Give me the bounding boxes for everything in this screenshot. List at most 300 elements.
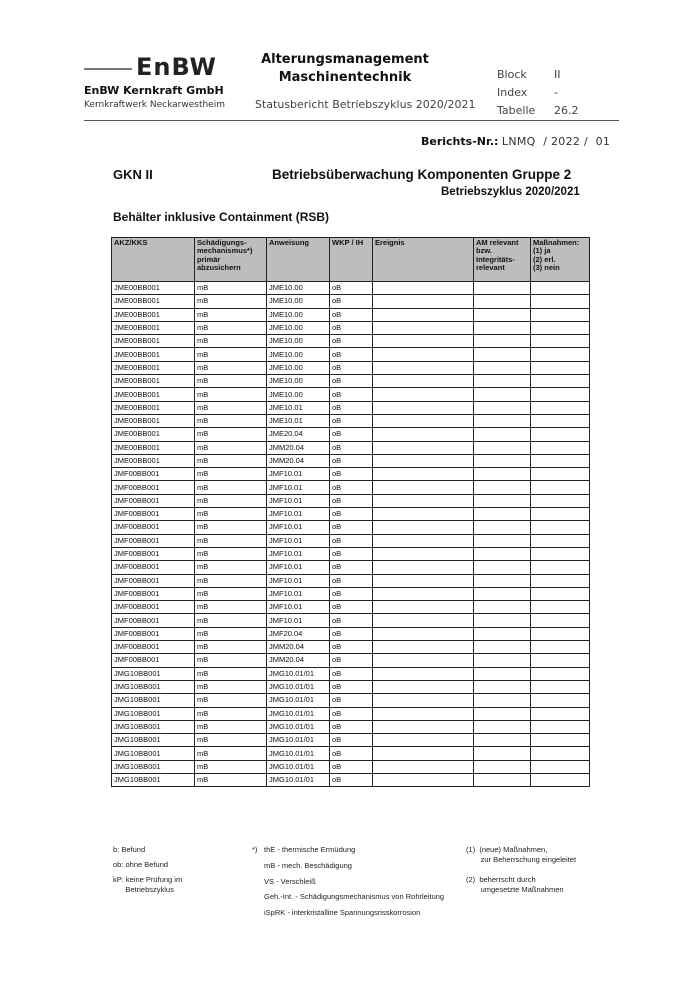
cell-instruction: JME10.01 [267, 401, 330, 414]
cell-event [373, 481, 474, 494]
cell-mechanism: mB [195, 521, 267, 534]
cell-mechanism: mB [195, 707, 267, 720]
cell-mechanism: mB [195, 295, 267, 308]
cell-mechanism: mB [195, 508, 267, 521]
cell-am-relevant [474, 601, 531, 614]
cell-mechanism: mB [195, 428, 267, 441]
cell-wkp: oB [330, 335, 373, 348]
report-number-value: LNMQ / 2022 / 01 [501, 135, 611, 148]
cell-event [373, 401, 474, 414]
block-label: Block [497, 68, 527, 81]
cell-mechanism: mB [195, 734, 267, 747]
cell-measures [531, 388, 590, 401]
cell-instruction: JMG10.01/01 [267, 760, 330, 773]
legend-measure-1: (1) (neue) Maßnahmen, [466, 845, 548, 854]
cell-akz: JMG10BB001 [112, 720, 195, 733]
cell-wkp: oB [330, 295, 373, 308]
cell-am-relevant [474, 401, 531, 414]
cell-event [373, 614, 474, 627]
cell-wkp: oB [330, 773, 373, 786]
table-row [112, 414, 590, 427]
cell-mechanism: mB [195, 720, 267, 733]
cell-event [373, 388, 474, 401]
legend-keine-pruefung-cont: Betriebszyklus [113, 885, 174, 894]
cell-instruction: JMG10.01/01 [267, 707, 330, 720]
cell-event [373, 720, 474, 733]
cell-measures [531, 481, 590, 494]
column-header-event: Ereignis [373, 238, 474, 282]
cell-instruction: JME10.01 [267, 414, 330, 427]
table-row [112, 375, 590, 388]
cell-am-relevant [474, 534, 531, 547]
cell-measures [531, 508, 590, 521]
cell-akz: JMF00BB001 [112, 494, 195, 507]
table-row [112, 348, 590, 361]
cell-akz: JMF00BB001 [112, 587, 195, 600]
cell-event [373, 707, 474, 720]
cell-am-relevant [474, 641, 531, 654]
cell-measures [531, 561, 590, 574]
table-row [112, 720, 590, 733]
cell-wkp: oB [330, 694, 373, 707]
cell-akz: JMG10BB001 [112, 773, 195, 786]
cell-measures [531, 375, 590, 388]
cell-instruction: JMG10.01/01 [267, 720, 330, 733]
cell-wkp: oB [330, 601, 373, 614]
legend-isprk: iSpRK - interkristalline Spannungsrisskorrosion [264, 908, 421, 917]
cell-wkp: oB [330, 627, 373, 640]
cell-event [373, 694, 474, 707]
plant-label: GKN II [113, 167, 153, 182]
cell-mechanism: mB [195, 321, 267, 334]
cell-mechanism: mB [195, 641, 267, 654]
cell-mechanism: mB [195, 282, 267, 295]
table-row [112, 401, 590, 414]
cell-instruction: JMM20.04 [267, 654, 330, 667]
index-label: Index [497, 86, 528, 99]
cell-event [373, 494, 474, 507]
cell-wkp: oB [330, 747, 373, 760]
cell-wkp: oB [330, 641, 373, 654]
cell-akz: JMF00BB001 [112, 601, 195, 614]
table-label: Tabelle [497, 104, 536, 117]
cell-instruction: JMF10.01 [267, 587, 330, 600]
index-value: - [554, 86, 558, 99]
cell-instruction: JME10.00 [267, 375, 330, 388]
cell-am-relevant [474, 454, 531, 467]
cell-am-relevant [474, 295, 531, 308]
cell-mechanism: mB [195, 614, 267, 627]
cell-wkp: oB [330, 680, 373, 693]
cell-measures [531, 587, 590, 600]
cell-measures [531, 348, 590, 361]
cell-event [373, 654, 474, 667]
cell-wkp: oB [330, 468, 373, 481]
table-row [112, 321, 590, 334]
cell-akz: JME00BB001 [112, 348, 195, 361]
components-table [111, 237, 590, 787]
cell-wkp: oB [330, 667, 373, 680]
table-row [112, 587, 590, 600]
cell-event [373, 321, 474, 334]
cell-wkp: oB [330, 547, 373, 560]
cell-measures [531, 521, 590, 534]
table-row [112, 468, 590, 481]
document-title-line2: Maschinentechnik [278, 70, 412, 85]
legend-keine-pruefung: kP: keine Prüfung im [113, 875, 183, 884]
cell-measures [531, 534, 590, 547]
legend-footnote-marker: *) [252, 845, 258, 854]
cell-am-relevant [474, 468, 531, 481]
table-row [112, 282, 590, 295]
cell-mechanism: mB [195, 574, 267, 587]
cell-am-relevant [474, 521, 531, 534]
cell-measures [531, 760, 590, 773]
table-body [112, 282, 590, 787]
cell-instruction: JMF10.01 [267, 574, 330, 587]
cell-wkp: oB [330, 707, 373, 720]
cell-instruction: JMG10.01/01 [267, 747, 330, 760]
cell-wkp: oB [330, 321, 373, 334]
cell-am-relevant [474, 441, 531, 454]
cell-instruction: JMF20.04 [267, 627, 330, 640]
cell-wkp: oB [330, 454, 373, 467]
cell-akz: JMF00BB001 [112, 641, 195, 654]
cell-measures [531, 694, 590, 707]
table-row [112, 361, 590, 374]
cell-wkp: oB [330, 308, 373, 321]
cell-event [373, 587, 474, 600]
legend-mb: mB - mech. Beschädigung [264, 861, 352, 870]
cell-am-relevant [474, 654, 531, 667]
cell-am-relevant [474, 348, 531, 361]
cell-event [373, 295, 474, 308]
cell-measures [531, 574, 590, 587]
cell-am-relevant [474, 574, 531, 587]
cell-instruction: JMF10.01 [267, 521, 330, 534]
cell-event [373, 601, 474, 614]
cell-instruction: JME10.00 [267, 348, 330, 361]
cell-measures [531, 667, 590, 680]
site-name: Kernkraftwerk Neckarwestheim [84, 100, 225, 110]
cell-measures [531, 454, 590, 467]
cell-akz: JMG10BB001 [112, 680, 195, 693]
cell-event [373, 428, 474, 441]
logo-line [84, 68, 132, 70]
cell-mechanism: mB [195, 667, 267, 680]
cell-event [373, 747, 474, 760]
cell-measures [531, 720, 590, 733]
legend-measure-2-cont: umgesetzte Maßnahmen [466, 885, 564, 894]
cell-akz: JME00BB001 [112, 414, 195, 427]
cell-instruction: JMF10.01 [267, 494, 330, 507]
cell-event [373, 760, 474, 773]
cell-measures [531, 601, 590, 614]
cell-am-relevant [474, 734, 531, 747]
cell-akz: JMF00BB001 [112, 468, 195, 481]
cell-akz: JMG10BB001 [112, 734, 195, 747]
legend-geh-int: Geh.-Int. - Schädigungsmechanismus von Rohrleitung [264, 892, 445, 901]
company-name: EnBW Kernkraft GmbH [84, 84, 224, 97]
cell-instruction: JMM20.04 [267, 441, 330, 454]
cell-instruction: JMF10.01 [267, 508, 330, 521]
cell-am-relevant [474, 481, 531, 494]
subsection-title: Behälter inklusive Containment (RSB) [113, 210, 330, 224]
cell-instruction: JMG10.01/01 [267, 667, 330, 680]
table-row [112, 547, 590, 560]
cell-measures [531, 734, 590, 747]
cell-mechanism: mB [195, 760, 267, 773]
cell-instruction: JMM20.04 [267, 454, 330, 467]
cell-instruction: JME10.00 [267, 295, 330, 308]
cell-wkp: oB [330, 534, 373, 547]
cell-measures [531, 654, 590, 667]
status-report-label: Statusbericht Betriebszyklus 2020/2021 [255, 98, 476, 111]
cell-mechanism: mB [195, 601, 267, 614]
column-header-am-relevant: AM relevant bzw. Integritäts- relevant [474, 238, 531, 282]
cell-am-relevant [474, 627, 531, 640]
column-header-instruction: Anweisung [267, 238, 330, 282]
cell-event [373, 508, 474, 521]
cell-akz: JMF00BB001 [112, 481, 195, 494]
header-divider [84, 120, 619, 121]
cell-akz: JMF00BB001 [112, 654, 195, 667]
cell-am-relevant [474, 428, 531, 441]
cell-mechanism: mB [195, 694, 267, 707]
cell-event [373, 627, 474, 640]
cell-mechanism: mB [195, 773, 267, 786]
legend-ohne-befund: ob: ohne Befund [113, 860, 169, 869]
cell-am-relevant [474, 335, 531, 348]
table-row [112, 641, 590, 654]
cell-instruction: JMF10.01 [267, 468, 330, 481]
cell-akz: JMF00BB001 [112, 508, 195, 521]
cell-am-relevant [474, 587, 531, 600]
cell-wkp: oB [330, 388, 373, 401]
cell-event [373, 521, 474, 534]
cell-instruction: JMF10.01 [267, 547, 330, 560]
cell-event [373, 335, 474, 348]
cell-wkp: oB [330, 587, 373, 600]
cell-instruction: JMF10.01 [267, 481, 330, 494]
table-header-row [112, 238, 590, 282]
table-row [112, 707, 590, 720]
cell-wkp: oB [330, 720, 373, 733]
cell-event [373, 734, 474, 747]
cell-am-relevant [474, 720, 531, 733]
table-row [112, 521, 590, 534]
cell-akz: JMF00BB001 [112, 521, 195, 534]
table-row [112, 627, 590, 640]
table-row [112, 308, 590, 321]
cell-measures [531, 773, 590, 786]
cell-wkp: oB [330, 574, 373, 587]
cell-akz: JME00BB001 [112, 308, 195, 321]
cell-am-relevant [474, 308, 531, 321]
table-row [112, 654, 590, 667]
cell-instruction: JMG10.01/01 [267, 680, 330, 693]
table-row [112, 388, 590, 401]
legend-measure-2: (2) beherrscht durch [466, 875, 536, 884]
cell-measures [531, 707, 590, 720]
table-number: 26.2 [554, 104, 579, 117]
cell-event [373, 361, 474, 374]
column-header-measures: Maßnahmen: (1) ja (2) erl. (3) nein [531, 238, 590, 282]
table-row [112, 494, 590, 507]
cell-wkp: oB [330, 561, 373, 574]
cell-event [373, 348, 474, 361]
cell-mechanism: mB [195, 547, 267, 560]
cell-measures [531, 414, 590, 427]
cell-measures [531, 641, 590, 654]
cell-mechanism: mB [195, 494, 267, 507]
table-row [112, 734, 590, 747]
cell-wkp: oB [330, 401, 373, 414]
cell-mechanism: mB [195, 468, 267, 481]
cell-wkp: oB [330, 282, 373, 295]
cell-am-relevant [474, 414, 531, 427]
cell-measures [531, 282, 590, 295]
cell-measures [531, 308, 590, 321]
cell-measures [531, 627, 590, 640]
cell-measures [531, 401, 590, 414]
cell-event [373, 680, 474, 693]
cell-mechanism: mB [195, 587, 267, 600]
cell-am-relevant [474, 375, 531, 388]
cell-mechanism: mB [195, 361, 267, 374]
cell-mechanism: mB [195, 308, 267, 321]
cell-akz: JMG10BB001 [112, 747, 195, 760]
cell-event [373, 282, 474, 295]
table-row [112, 428, 590, 441]
cell-measures [531, 361, 590, 374]
cell-mechanism: mB [195, 388, 267, 401]
report-number [421, 135, 610, 148]
cell-am-relevant [474, 494, 531, 507]
cell-mechanism: mB [195, 454, 267, 467]
table-row [112, 747, 590, 760]
cell-mechanism: mB [195, 401, 267, 414]
cell-event [373, 574, 474, 587]
cell-am-relevant [474, 667, 531, 680]
table-row [112, 694, 590, 707]
cell-instruction: JMF10.01 [267, 534, 330, 547]
cell-wkp: oB [330, 428, 373, 441]
cell-akz: JMF00BB001 [112, 534, 195, 547]
cell-akz: JMF00BB001 [112, 614, 195, 627]
cell-event [373, 641, 474, 654]
cell-event [373, 375, 474, 388]
cell-measures [531, 335, 590, 348]
cell-measures [531, 468, 590, 481]
cell-event [373, 454, 474, 467]
legend-measure-1-cont: zur Beherrschung eingeleitet [466, 855, 577, 864]
cell-instruction: JMM20.04 [267, 641, 330, 654]
legend-vs: VS - Verschleiß [264, 877, 316, 886]
report-number-label: Berichts-Nr.: [421, 135, 499, 148]
cell-akz: JMF00BB001 [112, 547, 195, 560]
cell-instruction: JMF10.01 [267, 614, 330, 627]
cell-event [373, 561, 474, 574]
block-value: II [554, 68, 561, 81]
cell-am-relevant [474, 773, 531, 786]
cell-wkp: oB [330, 734, 373, 747]
cell-measures [531, 747, 590, 760]
table-row [112, 680, 590, 693]
column-header-mechanism: Schädigungs- mechanismus*) primär abzusichern [195, 238, 267, 282]
cell-measures [531, 321, 590, 334]
cell-wkp: oB [330, 614, 373, 627]
cell-instruction: JMG10.01/01 [267, 773, 330, 786]
cell-akz: JMG10BB001 [112, 760, 195, 773]
table-row [112, 481, 590, 494]
cell-instruction: JME10.00 [267, 361, 330, 374]
cell-akz: JMG10BB001 [112, 694, 195, 707]
cell-wkp: oB [330, 441, 373, 454]
cell-measures [531, 547, 590, 560]
table-row [112, 760, 590, 773]
cell-akz: JME00BB001 [112, 321, 195, 334]
column-header-wkp: WKP / IH [330, 238, 373, 282]
cell-mechanism: mB [195, 654, 267, 667]
cell-mechanism: mB [195, 414, 267, 427]
cell-akz: JME00BB001 [112, 282, 195, 295]
cell-akz: JME00BB001 [112, 401, 195, 414]
cell-mechanism: mB [195, 335, 267, 348]
table-row [112, 773, 590, 786]
table-row [112, 335, 590, 348]
cell-am-relevant [474, 361, 531, 374]
table-row [112, 508, 590, 521]
company-logo: EnBW [136, 53, 217, 81]
cell-measures [531, 494, 590, 507]
cell-measures [531, 428, 590, 441]
cell-instruction: JME10.00 [267, 282, 330, 295]
cell-wkp: oB [330, 414, 373, 427]
cell-instruction: JME10.00 [267, 321, 330, 334]
cell-instruction: JME20.04 [267, 428, 330, 441]
cell-am-relevant [474, 508, 531, 521]
cell-mechanism: mB [195, 627, 267, 640]
cell-instruction: JMF10.01 [267, 601, 330, 614]
cell-event [373, 667, 474, 680]
cell-wkp: oB [330, 375, 373, 388]
cell-akz: JME00BB001 [112, 441, 195, 454]
cell-mechanism: mB [195, 680, 267, 693]
table-row [112, 614, 590, 627]
cell-instruction: JMF10.01 [267, 561, 330, 574]
cell-am-relevant [474, 282, 531, 295]
cell-mechanism: mB [195, 375, 267, 388]
cell-am-relevant [474, 747, 531, 760]
cell-akz: JME00BB001 [112, 388, 195, 401]
cell-am-relevant [474, 614, 531, 627]
cell-event [373, 534, 474, 547]
cell-akz: JMF00BB001 [112, 561, 195, 574]
cell-instruction: JME10.00 [267, 308, 330, 321]
cell-am-relevant [474, 561, 531, 574]
table-row [112, 561, 590, 574]
cell-akz: JME00BB001 [112, 428, 195, 441]
cell-measures [531, 441, 590, 454]
cell-am-relevant [474, 707, 531, 720]
cell-akz: JMG10BB001 [112, 667, 195, 680]
cell-am-relevant [474, 694, 531, 707]
cell-am-relevant [474, 388, 531, 401]
table-row [112, 667, 590, 680]
legend-befund: b: Befund [113, 845, 146, 854]
cell-akz: JMG10BB001 [112, 707, 195, 720]
